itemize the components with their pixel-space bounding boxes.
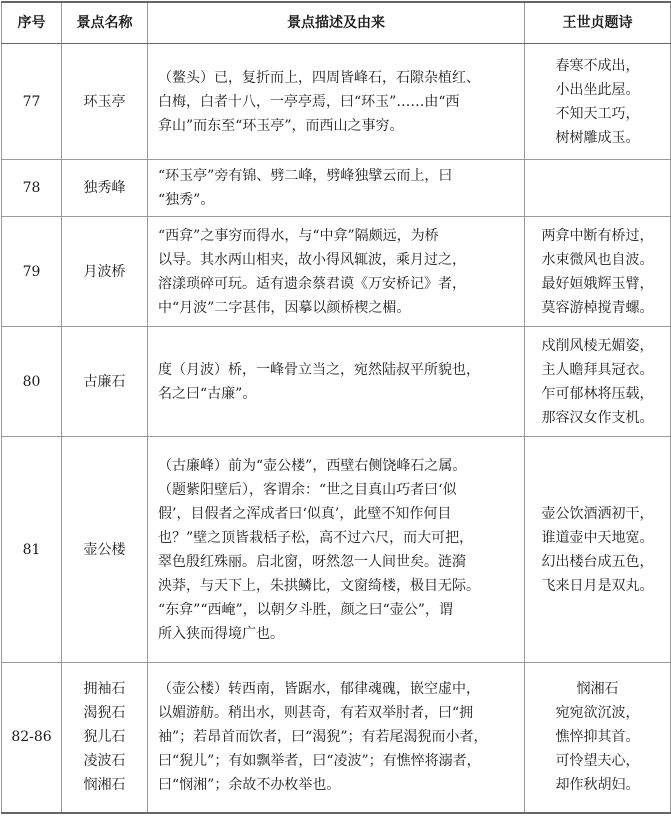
spot-name-cell [62,217,148,327]
description-line: 弇山”而东至“环玉亭”，而西山之事穷。 [158,117,404,134]
description-line: 翠色殷红殊丽。启北窗，呀然忽一人间世矣。涟漪 [158,553,466,570]
poem-line: 水束微风也自波。 [541,251,654,268]
table-body [2,44,671,813]
description-line: 白梅，白者十八，一亭亭焉，曰“环玉”……由“西 [158,93,460,110]
poem-cell [525,437,671,663]
description-line: “独秀”。 [158,192,215,208]
poem-line: 春寒不成出， [555,57,640,74]
description-line: 以媚游舫。稍出水，则甚奇，有若双举肘者，曰“拥 [158,705,474,722]
row-number: 80 [2,327,62,437]
poem-line: 却作秋胡妇。 [555,777,640,794]
description-line: （题紫阳壁后），客谓余：“世之目真山巧者曰‘似 [158,481,457,498]
table-row [2,663,671,813]
description-line: 泱莽，与天下上，朱拱鳞比，文窗绮楼，极目无际。 [158,577,480,594]
poem-line: 宛宛欲沉波， [555,705,640,722]
description-line: 曰“悯湘”；余故不办枚举也。 [158,777,341,794]
table-row [2,327,671,437]
poem-line: 最好姮娥辉玉臂， [541,275,654,292]
poem-cell [525,160,671,217]
table-row [2,217,671,327]
poem-line: 树树雕成玉。 [555,129,640,146]
spot-description-cell [148,217,525,327]
description-line: 假’，目假者之浑成者曰‘似真’，此壁不知作何目 [158,505,452,522]
poem-line: 戍削风棱无媚姿， [541,337,654,354]
spot-name: 凌波石 [83,753,126,770]
description-line: “环玉亭”旁有锦、劈二峰，劈峰独擘云而上，曰 [158,168,453,184]
spot-description-cell [148,160,525,217]
poem-line: 不知天工巧， [555,105,640,122]
poem-line: 可怜望夫心， [555,753,640,770]
spot-description-cell [148,327,525,437]
spot-name: 猊儿石 [83,729,126,746]
spot-description-cell [148,437,525,663]
poem-cell [525,44,671,160]
header-name: 景点名称 [62,2,148,44]
spot-description-cell [148,663,525,813]
spot-name-cell [62,44,148,160]
row-number: 81 [2,437,62,663]
spot-name: 环玉亭 [83,93,126,110]
spot-name: 月波桥 [83,263,126,280]
description-line: （鳌头）已，复折而上，四周皆峰石，石隙杂植红、 [158,69,480,86]
spot-name-cell [62,160,148,217]
poem-line: 飞来日月是双丸。 [541,577,654,594]
description-line: 度（月波）桥，一峰骨立当之，宛然陆叔平所貌也， [158,361,480,378]
row-number: 82-86 [2,663,62,813]
description-line: 袖”；若昂首而饮者，曰“渴猊”；有若尾渴猊而小者， [158,729,488,746]
poem-line: 小出坐此屋。 [555,81,640,98]
table-row [2,437,671,663]
poem-line: 两弇中断有桥过， [541,227,654,244]
poem-line: 壶公饮酒洒初干， [541,505,654,522]
poem-line: 憔悴抑其首。 [555,729,640,746]
poem-line: 莫容游棹搅青螺。 [541,299,654,316]
poem-cell [525,663,671,813]
description-line: 也？”壁之顶皆栽栝子松，高不过六尺，而大可把， [158,529,474,546]
spot-name: 古廉石 [83,373,126,390]
header-desc: 景点描述及由来 [148,2,525,44]
spot-name: 壶公楼 [83,541,126,558]
table-row [2,160,671,217]
table-row [2,44,671,160]
spot-name-cell [62,663,148,813]
scenic-spots-table [1,1,671,814]
description-line: 溶漾琐碎可玩。适有遗余蔡君谟《万安桥记》者， [158,275,466,292]
description-line: 中“月波”二字甚伟，因摹以颜桥楔之楣。 [158,299,411,316]
description-line: “西弇”之事穷而得水，与“中弇”隔颇远，为桥 [158,227,439,244]
description-line: 名之曰“古廉”。 [158,385,257,402]
row-number: 78 [2,160,62,217]
poem-cell [525,217,671,327]
poem-cell [525,327,671,437]
row-number: 79 [2,217,62,327]
header-row [2,2,671,44]
description-line: （古廉峰）前为“壶公楼”，西壁右侧饶峰石之属。 [158,457,467,474]
description-line: 所入狭而得境广也。 [158,625,284,642]
spot-name: 悯湘石 [83,777,126,794]
poem-line: 悯湘石 [576,681,619,698]
spot-name: 拥袖石 [83,681,126,698]
description-line: “东弇”“西崦”，以朝夕斗胜，颜之曰“壶公”，谓 [158,601,453,618]
header-poem: 王世贞题诗 [525,2,671,44]
spot-description-cell [148,44,525,160]
poem-line: 那容汉女作支机。 [541,409,654,426]
spot-name: 渴猊石 [83,705,126,722]
header-no: 序号 [2,2,62,44]
spot-name: 独秀峰 [83,180,126,196]
poem-line: 幻出楼台成五色， [541,553,654,570]
description-line: （壶公楼）转西南，皆踞水，郁律魂磈，嵌空虚中， [158,681,480,698]
row-number: 77 [2,44,62,160]
poem-line: 主人瞻拜具冠衣。 [541,361,654,378]
poem-line: 谁道壶中天地宽。 [541,529,654,546]
spot-name-cell [62,327,148,437]
description-line: 曰“猊儿”；有如飘举者，曰“凌波”；有憔悴将溺者， [158,753,481,770]
spot-name-cell [62,437,148,663]
description-line: 以导。其水两山相夹，故小得风辄波，乘月过之， [158,251,466,268]
poem-line: 乍可郁林将压载， [541,385,654,402]
